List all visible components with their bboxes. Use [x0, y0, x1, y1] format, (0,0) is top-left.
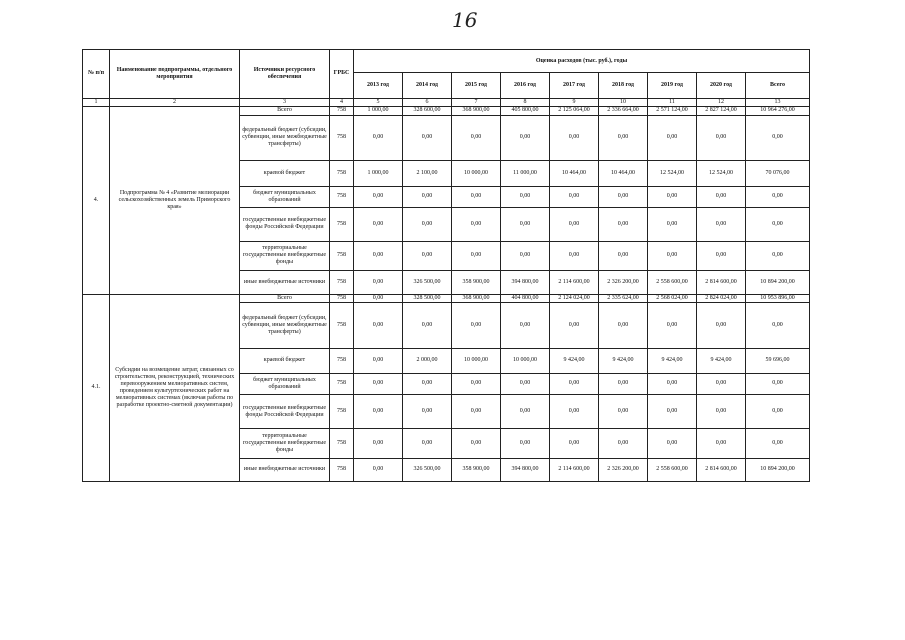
column-index-cell: 6 [403, 98, 452, 106]
year-value-cell: 2 571 124,00 [648, 107, 697, 115]
year-value-cell: 0,00 [599, 186, 648, 207]
source-cell: бюджет муниципальных образований [240, 186, 330, 207]
year-value-cell: 0,00 [403, 395, 452, 429]
year-value-cell: 0,00 [354, 428, 403, 458]
year-value-cell: 0,00 [403, 428, 452, 458]
year-value-cell: 0,00 [599, 115, 648, 161]
total-value-cell: 0,00 [746, 373, 810, 394]
year-value-cell: 2 558 600,00 [648, 458, 697, 481]
year-value-cell: 0,00 [648, 373, 697, 394]
year-value-cell: 12 524,00 [648, 161, 697, 186]
header-num: № п/п [83, 50, 110, 99]
section-name: Подпрограмма № 4 «Развитие мелиорации сельскохозяйственных земель Приморского края» [110, 107, 240, 294]
source-cell: иные внебюджетные источники [240, 458, 330, 481]
year-value-cell: 2 568 024,00 [648, 294, 697, 302]
year-value-cell: 0,00 [403, 373, 452, 394]
total-value-cell: 10 964 276,00 [746, 107, 810, 115]
grbs-cell: 758 [330, 373, 354, 394]
year-value-cell: 0,00 [452, 373, 501, 394]
source-cell: государственные внебюджетные фонды Российской Федерации [240, 207, 330, 241]
year-value-cell: 10 464,00 [550, 161, 599, 186]
year-value-cell: 0,00 [452, 428, 501, 458]
year-value-cell: 1 000,00 [354, 107, 403, 115]
grbs-cell: 758 [330, 302, 354, 348]
year-value-cell: 0,00 [550, 373, 599, 394]
source-cell: федеральный бюджет (субсидии, субвенции, иные межбюджетные трансферты) [240, 302, 330, 348]
total-value-cell: 10 894 200,00 [746, 458, 810, 481]
year-value-cell: 0,00 [354, 241, 403, 271]
year-value-cell: 0,00 [599, 395, 648, 429]
year-value-cell: 0,00 [648, 302, 697, 348]
year-value-cell: 0,00 [354, 207, 403, 241]
year-value-cell: 2 558 600,00 [648, 271, 697, 294]
year-value-cell: 0,00 [452, 241, 501, 271]
year-value-cell: 2 326 200,00 [599, 271, 648, 294]
total-value-cell: 59 696,00 [746, 348, 810, 373]
year-value-cell: 0,00 [550, 207, 599, 241]
year-value-cell: 10 464,00 [599, 161, 648, 186]
year-value-cell: 1 000,00 [354, 161, 403, 186]
year-value-cell: 0,00 [697, 115, 746, 161]
year-value-cell: 0,00 [648, 186, 697, 207]
grbs-cell: 758 [330, 186, 354, 207]
year-value-cell: 0,00 [354, 186, 403, 207]
column-index-cell: 10 [599, 98, 648, 106]
year-value-cell: 10 000,00 [452, 348, 501, 373]
year-value-cell: 0,00 [452, 207, 501, 241]
year-value-cell: 0,00 [599, 302, 648, 348]
year-value-cell: 2 827 124,00 [697, 107, 746, 115]
column-index-row [83, 98, 810, 106]
year-value-cell: 0,00 [697, 207, 746, 241]
year-value-cell: 368 900,00 [452, 294, 501, 302]
year-value-cell: 405 800,00 [501, 107, 550, 115]
column-index-cell: 8 [501, 98, 550, 106]
year-value-cell: 2 336 664,00 [599, 107, 648, 115]
grbs-cell: 758 [330, 271, 354, 294]
year-value-cell: 0,00 [452, 186, 501, 207]
year-value-cell: 358 900,00 [452, 458, 501, 481]
column-index-cell: 3 [240, 98, 330, 106]
year-value-cell: 2 326 200,00 [599, 458, 648, 481]
year-value-cell: 0,00 [599, 428, 648, 458]
year-value-cell: 0,00 [501, 186, 550, 207]
year-value-cell: 2 814 600,00 [697, 458, 746, 481]
header-year: 2019 год [648, 73, 697, 98]
header-row-1 [83, 50, 810, 73]
year-value-cell: 0,00 [354, 373, 403, 394]
total-value-cell: 0,00 [746, 428, 810, 458]
year-value-cell: 0,00 [550, 241, 599, 271]
section-name: Субсидии на возмещение затрат, связанных со строительством, реконструкцией, технических перевооружением мелиоративных систем, проведением культуртехнических работ на мелиоративных системах (включая работы по разработке проектно-сметной документации) [110, 294, 240, 481]
header-year-total: Всего [746, 73, 810, 98]
total-value-cell: 0,00 [746, 115, 810, 161]
year-value-cell: 10 000,00 [501, 348, 550, 373]
source-cell: иные внебюджетные источники [240, 271, 330, 294]
source-cell: Всего [240, 107, 330, 115]
total-row [83, 294, 810, 302]
year-value-cell: 0,00 [403, 186, 452, 207]
total-value-cell: 10 894 200,00 [746, 271, 810, 294]
grbs-cell: 758 [330, 241, 354, 271]
year-value-cell: 2 100,00 [403, 161, 452, 186]
year-value-cell: 2 814 600,00 [697, 271, 746, 294]
year-value-cell: 0,00 [501, 428, 550, 458]
year-value-cell: 326 500,00 [403, 458, 452, 481]
year-value-cell: 404 800,00 [501, 294, 550, 302]
year-value-cell: 2 824 024,00 [697, 294, 746, 302]
column-index-cell: 11 [648, 98, 697, 106]
year-value-cell: 11 000,00 [501, 161, 550, 186]
year-value-cell: 0,00 [599, 207, 648, 241]
year-value-cell: 0,00 [648, 115, 697, 161]
section-number: 4.1. [83, 294, 110, 481]
header-year: 2017 год [550, 73, 599, 98]
year-value-cell: 0,00 [501, 115, 550, 161]
year-value-cell: 0,00 [354, 271, 403, 294]
year-value-cell: 0,00 [501, 241, 550, 271]
year-value-cell: 0,00 [452, 395, 501, 429]
year-value-cell: 0,00 [354, 302, 403, 348]
header-source: Источники ресурсного обеспечения [240, 50, 330, 99]
year-value-cell: 0,00 [697, 302, 746, 348]
source-cell: территориальные государственные внебюджетные фонды [240, 241, 330, 271]
year-value-cell: 394 800,00 [501, 271, 550, 294]
year-value-cell: 2 335 624,00 [599, 294, 648, 302]
year-value-cell: 0,00 [550, 428, 599, 458]
year-value-cell: 0,00 [550, 302, 599, 348]
year-value-cell: 10 000,00 [452, 161, 501, 186]
grbs-cell: 758 [330, 348, 354, 373]
year-value-cell: 328 600,00 [403, 107, 452, 115]
column-index-cell: 9 [550, 98, 599, 106]
year-value-cell: 0,00 [354, 294, 403, 302]
total-value-cell: 0,00 [746, 395, 810, 429]
table-body [83, 50, 810, 482]
source-cell: краевой бюджет [240, 161, 330, 186]
year-value-cell: 0,00 [599, 241, 648, 271]
source-cell: территориальные государственные внебюджетные фонды [240, 428, 330, 458]
year-value-cell: 0,00 [403, 115, 452, 161]
total-row [83, 107, 810, 115]
source-cell: краевой бюджет [240, 348, 330, 373]
year-value-cell: 2 124 024,00 [550, 294, 599, 302]
grbs-cell: 758 [330, 115, 354, 161]
year-value-cell: 0,00 [403, 207, 452, 241]
year-value-cell: 394 800,00 [501, 458, 550, 481]
grbs-cell: 758 [330, 294, 354, 302]
header-year: 2013 год [354, 73, 403, 98]
column-index-cell: 7 [452, 98, 501, 106]
grbs-cell: 758 [330, 161, 354, 186]
year-value-cell: 0,00 [697, 395, 746, 429]
year-value-cell: 0,00 [354, 458, 403, 481]
year-value-cell: 0,00 [403, 241, 452, 271]
year-value-cell: 0,00 [501, 395, 550, 429]
header-estimate: Оценка расходов (тыс. руб.), годы [354, 50, 810, 73]
year-value-cell: 0,00 [550, 115, 599, 161]
year-value-cell: 9 424,00 [550, 348, 599, 373]
column-index-cell: 4 [330, 98, 354, 106]
column-index-cell: 2 [110, 98, 240, 106]
year-value-cell: 326 500,00 [403, 271, 452, 294]
year-value-cell: 0,00 [452, 115, 501, 161]
column-index-cell: 5 [354, 98, 403, 106]
year-value-cell: 0,00 [354, 348, 403, 373]
grbs-cell: 758 [330, 107, 354, 115]
year-value-cell: 0,00 [599, 373, 648, 394]
year-value-cell: 9 424,00 [599, 348, 648, 373]
total-value-cell: 0,00 [746, 186, 810, 207]
grbs-cell: 758 [330, 395, 354, 429]
year-value-cell: 0,00 [354, 395, 403, 429]
year-value-cell: 0,00 [550, 186, 599, 207]
year-value-cell: 0,00 [697, 241, 746, 271]
grbs-cell: 758 [330, 207, 354, 241]
total-value-cell: 10 953 896,00 [746, 294, 810, 302]
header-year: 2020 год [697, 73, 746, 98]
year-value-cell: 2 000,00 [403, 348, 452, 373]
column-index-cell: 1 [83, 98, 110, 106]
year-value-cell: 0,00 [648, 395, 697, 429]
page-number: 16 [452, 8, 478, 32]
year-value-cell: 0,00 [697, 186, 746, 207]
year-value-cell: 0,00 [648, 241, 697, 271]
source-cell: федеральный бюджет (субсидии, субвенции, иные межбюджетные трансферты) [240, 115, 330, 161]
year-value-cell: 0,00 [697, 373, 746, 394]
total-value-cell: 70 076,00 [746, 161, 810, 186]
year-value-cell: 0,00 [501, 207, 550, 241]
total-value-cell: 0,00 [746, 241, 810, 271]
year-value-cell: 0,00 [501, 373, 550, 394]
grbs-cell: 758 [330, 428, 354, 458]
budget-table [82, 49, 810, 482]
year-value-cell: 328 500,00 [403, 294, 452, 302]
total-value-cell: 0,00 [746, 302, 810, 348]
header-year: 2015 год [452, 73, 501, 98]
year-value-cell: 2 114 600,00 [550, 458, 599, 481]
header-year: 2016 год [501, 73, 550, 98]
grbs-cell: 758 [330, 458, 354, 481]
year-value-cell: 368 900,00 [452, 107, 501, 115]
year-value-cell: 0,00 [354, 115, 403, 161]
year-value-cell: 0,00 [697, 428, 746, 458]
header-grbs: ГРБС [330, 50, 354, 99]
header-year: 2014 год [403, 73, 452, 98]
column-index-cell: 13 [746, 98, 810, 106]
source-cell: Всего [240, 294, 330, 302]
year-value-cell: 0,00 [452, 302, 501, 348]
year-value-cell: 0,00 [403, 302, 452, 348]
source-cell: бюджет муниципальных образований [240, 373, 330, 394]
year-value-cell: 0,00 [550, 395, 599, 429]
section-number: 4. [83, 107, 110, 294]
year-value-cell: 0,00 [648, 428, 697, 458]
header-year: 2018 год [599, 73, 648, 98]
year-value-cell: 12 524,00 [697, 161, 746, 186]
year-value-cell: 358 900,00 [452, 271, 501, 294]
column-index-cell: 12 [697, 98, 746, 106]
year-value-cell: 2 114 600,00 [550, 271, 599, 294]
source-cell: государственные внебюджетные фонды Российской Федерации [240, 395, 330, 429]
year-value-cell: 2 125 064,00 [550, 107, 599, 115]
year-value-cell: 9 424,00 [697, 348, 746, 373]
total-value-cell: 0,00 [746, 207, 810, 241]
year-value-cell: 0,00 [648, 207, 697, 241]
header-name: Наименование подпрограммы, отдельного мероприятия [110, 50, 240, 99]
year-value-cell: 0,00 [501, 302, 550, 348]
year-value-cell: 9 424,00 [648, 348, 697, 373]
